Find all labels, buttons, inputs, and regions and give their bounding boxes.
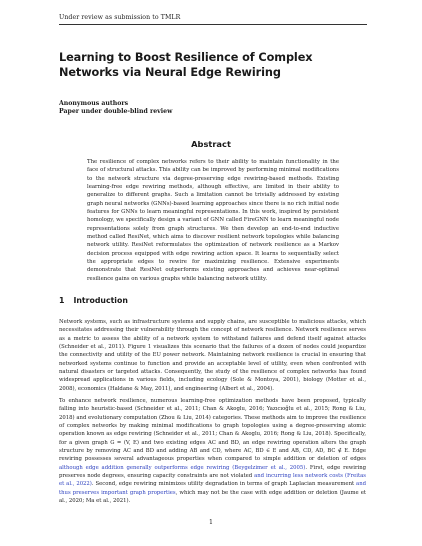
revision-highlight-3: and thus preserves important graph properties: [59, 481, 366, 496]
author-line-1: Anonymous authors: [59, 100, 129, 107]
abstract-body: The resilience of complex networks refers to their ability to maintain functionality in the face of structural attacks. This ability can be improved by performing minimal modifications to the network structure via degree-preserving edge rewiring-based methods. Existing learning-free edge rewiring methods, although effective, are limited in their ability to generalize to different graphs. Such a limitation cannot be trivially addressed by existing graph neural networks (GNNs)-based learning approaches since there is no rich initial node features for GNNs to learn meaningful representations. In this work, inspired by persistent homology, we specifically design a variant of GNN called FireGNN to learn meaningful node representations solely from graph structures. We then develop an end-to-end inductive method called ResiNet, which aims to discover resilient network topologies while balancing network utility. ResiNet reformulates the optimization of network resilience as a Markov decision process equipped with edge rewiring action space. It learns to sequentially select the appropriate edges to rewire for maximizing resilience. Extensive experiments demonstrate that ResiNet outperforms existing approaches and achieves near-optimal resilience gains on various graphs while balancing network utility.: [87, 159, 339, 282]
paragraph-2-text-3: . Second, edge rewiring minimizes utility degradation in terms of graph Laplacian measurement: [91, 481, 357, 488]
intro-paragraph-2: [59, 397, 366, 505]
running-head: Under review as submission to TMLR: [59, 14, 181, 21]
page-number: 1: [209, 519, 213, 526]
paragraph-2-text-2: . First, edge rewiring preserves node degrees, ensuring capacity constraints are not violated: [59, 464, 366, 480]
intro-paragraph-1: Network systems, such as infrastructure systems and supply chains, are susceptible to malicious attacks, which necessitates addressing their vulnerability through the concept of network resilience. Network resilience serves as a metric to assess the ability of a network system to withstand failures and defend itself against attacks (Schneider et al., 2011). Figure 1 visualizes this scenario that the failures of a dozen of nodes could jeopardize the connectivity and utility of the EU power network. Maintaining network resilience is crucial in ensuring that networked systems continue to function and provide an acceptable level of utility, even when confronted with natural disasters or targeted attacks. Consequently, the study of the resilience of complex networks has found widespread applications in various fields, including ecology (Sole & Montoya, 2001), biology (Motter et al., 2008), economics (Haldane & May, 2011), and engineering (Albert et al., 2004).: [59, 319, 366, 392]
paragraph-2-text-4: , which may not be the case with edge addition or deletion (Jaume et al., 2020; Ma et al., 2021).: [59, 489, 366, 505]
abstract-heading: Abstract: [191, 139, 231, 149]
paragraph-2-text-1: To enhance network resilience, numerous learning-free optimization methods have been proposed, typically falling into heuristic-based (Schneider et al., 2011; Chan & Akoglu, 2016; Yazıcıoğlu et al., 2015; Rong & Liu, 2018) and evolutionary computation (Zhou & Liu, 2014) categories. These methods aim to improve the resilience of complex networks by making minimal modifications to graph topologies using a degree-preserving atomic operation known as edge rewiring (Schneider et al., 2011; Chan & Akoglu, 2016; Rong & Liu, 2018). Specifically, for a given graph G = (V, E) and two existing edges AC and BD, an edge rewiring operation alters the graph structure by removing AC and BD and adding AB and CD, where AC, BD ∈ E and AB, CD, AD, BC ∉ E. Edge rewiring possesses several advantageous properties when compared to simple addition or deletion of edges: [59, 398, 366, 463]
section-heading: [59, 296, 128, 305]
header-rule: [59, 24, 367, 25]
section-title-text: Introduction: [73, 296, 128, 305]
author-line-2: Paper under double-blind review: [59, 108, 173, 116]
section-number: 1: [59, 296, 65, 305]
paper-title: Learning to Boost Resilience of Complex Networks via Neural Edge Rewiring: [59, 51, 313, 79]
revision-highlight-1: although edge addition generally outperforms edge rewiring (Beygelzimer et al., 2005): [59, 464, 306, 471]
revision-highlight-2: and incurring less network costs (Freitas et al., 2022): [59, 473, 366, 488]
author-block: [59, 100, 172, 117]
